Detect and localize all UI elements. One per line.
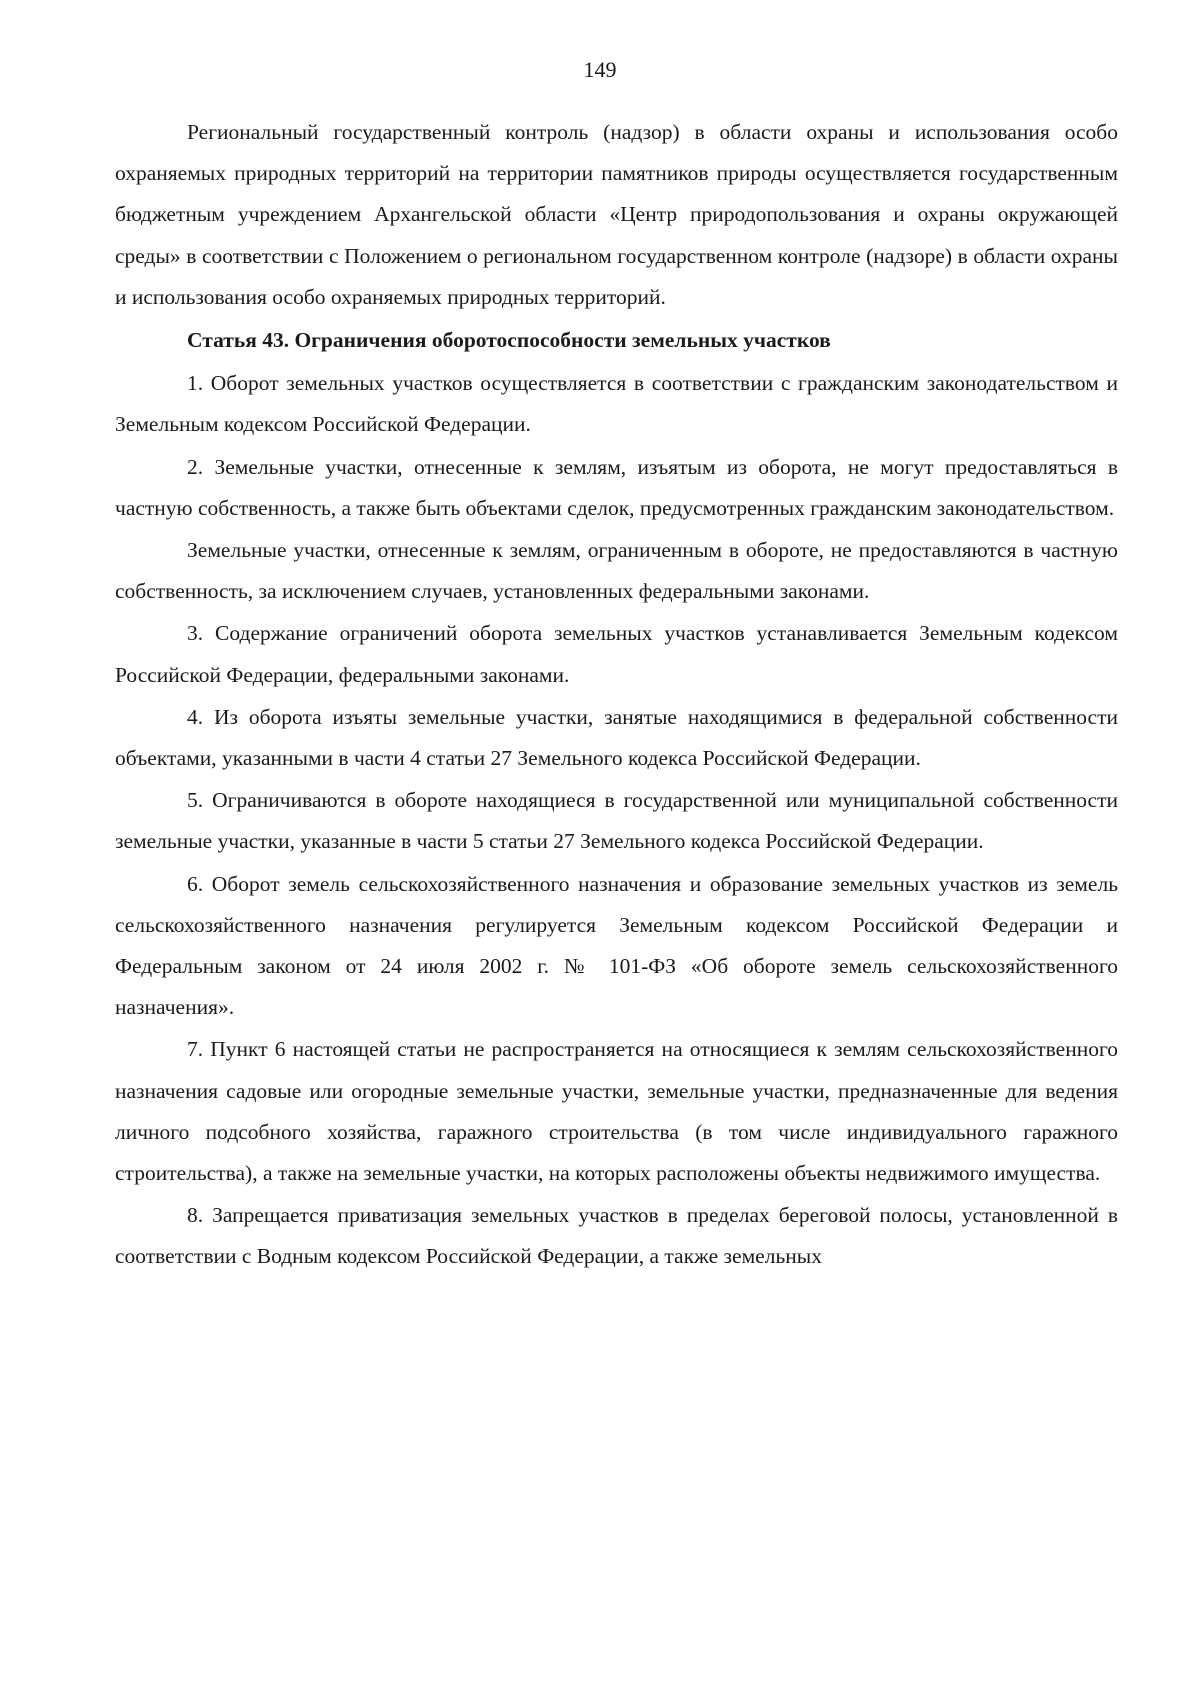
page-number: 149 — [583, 57, 617, 82]
paragraph-item-4: 4. Из оборота изъяты земельные участки, занятые находящимися в федеральной собственности объектами, указанными в части 4 статьи 27 Земельного кодекса Российской Федерации. — [115, 704, 1118, 771]
paragraph-intro: Региональный государственный контроль (надзор) в области охраны и использования особо охраняемых природных территорий на территории памятников природы осуществляется государственным бюджетным учреждением Архангельской области «Центр природопользования и охраны окружающей среды» в соответствии с Положением о региональном государственном контроле (надзоре) в области охраны и использования особо охраняемых природных территорий. — [115, 120, 1118, 309]
paragraph-item-1: 1. Оборот земельных участков осуществляется в соответствии с гражданским законодательством и Земельным кодексом Российской Федерации. — [115, 371, 1118, 437]
paragraph-item-2-continued: Земельные участки, отнесенные к землям, ограниченным в обороте, не предоставляются в частную собственность, за исключением случаев, установленных федеральными законами. — [115, 538, 1118, 604]
paragraph-item-5: 5. Ограничиваются в обороте находящиеся в государственной или муниципальной собственности земельные участки, указанные в части 5 статьи 27 Земельного кодекса Российской Федерации. — [115, 788, 1118, 854]
paragraph-item-8: 8. Запрещается приватизация земельных участков в пределах береговой полосы, установленной в соответствии с Водным кодексом Российской Федерации, а также земельных — [115, 1203, 1118, 1269]
paragraph-item-7: 7. Пункт 6 настоящей статьи не распространяется на относящиеся к землям сельскохозяйственного назначения садовые или огородные земельные участки, земельные участки, предназначенные для ведения личного подсобного хозяйства, гаражного строительства (в том числе индивидуального гаражного строительства), а также на земельные участки, на которых расположены объекты недвижимого имущества. — [115, 1037, 1118, 1186]
document-body — [115, 112, 1118, 1278]
paragraph-item-2: 2. Земельные участки, отнесенные к землям, изъятым из оборота, не могут предоставляться в частную собственность, а также быть объектами сделок, предусмотренных гражданским законодательством. — [115, 454, 1118, 520]
article-heading: Статья 43. Ограничения оборотоспособности земельных участков — [187, 328, 831, 353]
paragraph-item-3: 3. Содержание ограничений оборота земельных участков устанавливается Земельным кодексом Российской Федерации, федеральными законами. — [115, 621, 1118, 687]
paragraph-item-6: 6. Оборот земель сельскохозяйственного назначения и образование земельных участков из земель сельскохозяйственного назначения регулируется Земельным кодексом Российской Федерации и Федеральным законом от 24 июля 2002 г. № 101-ФЗ «Об обороте земель сельскохозяйственного назначения». — [115, 871, 1118, 1020]
